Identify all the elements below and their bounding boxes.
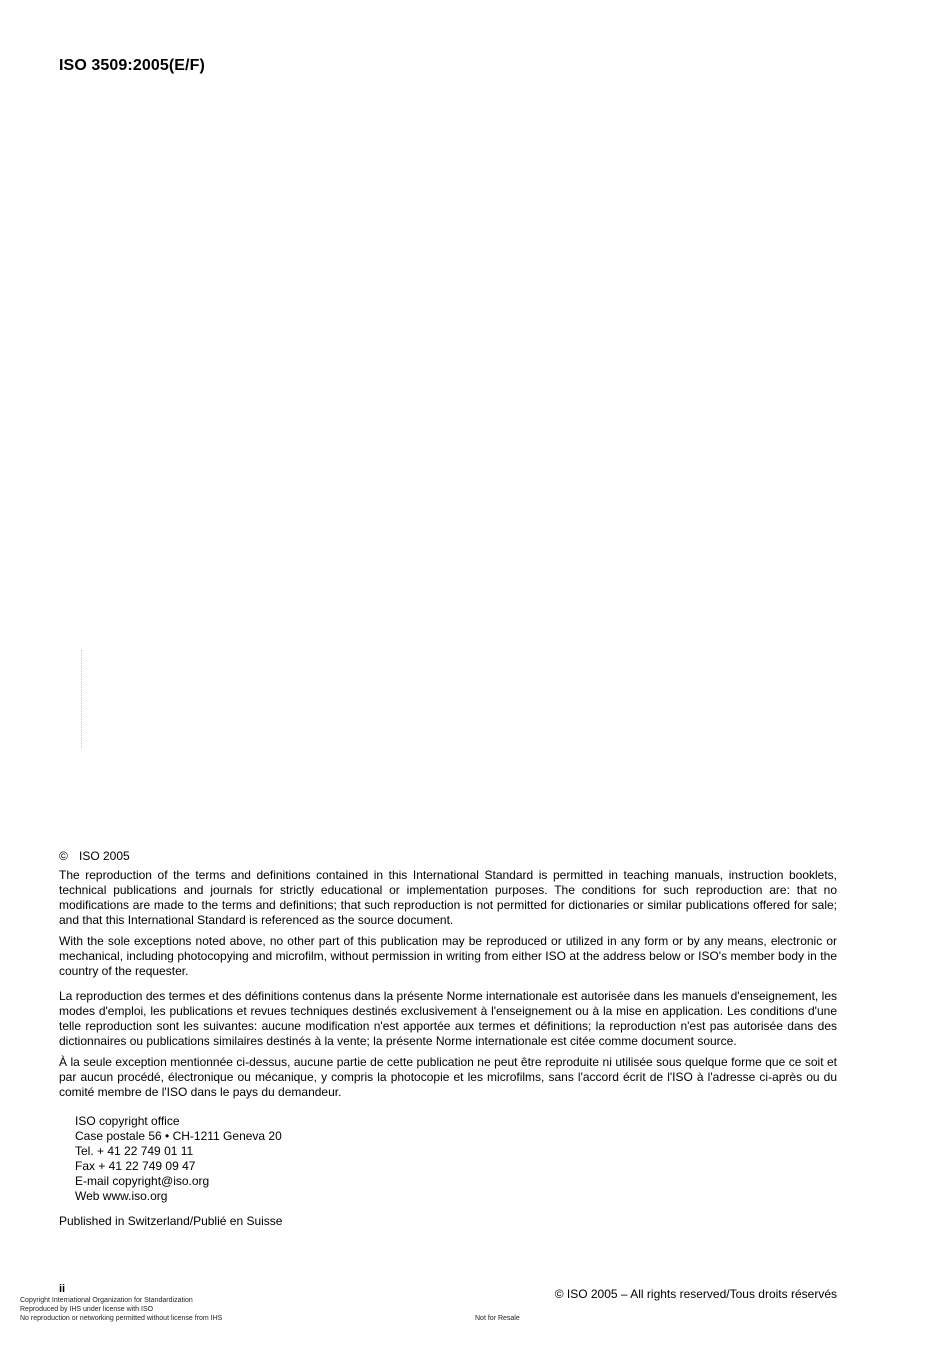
address-web[interactable]: Web www.iso.org: [75, 1189, 168, 1203]
paragraph-fr-2: À la seule exception mentionnée ci-dessus, aucune partie de cette publication ne peut être reproduite ni utilisée sous quelque forme que ce soit et par aucun procédé, électronique ou mécanique, y compris la photocopie et les microfilms, sans l'accord écrit de l'ISO à l'adresse ci-après ou du comité membre de l'ISO dans le pays du demandeur.: [59, 1055, 837, 1099]
address-office: ISO copyright office: [75, 1114, 180, 1128]
address-fax: Fax + 41 22 749 09 47: [75, 1159, 196, 1173]
license-notice: [20, 1296, 222, 1323]
address-email[interactable]: E-mail copyright@iso.org: [75, 1174, 210, 1188]
copyright-office-address: [75, 1114, 837, 1204]
document-title: ISO 3509:2005(E/F): [59, 57, 205, 74]
copyright-heading: [59, 849, 837, 864]
license-line: Copyright International Organization for Standardization: [20, 1297, 193, 1304]
copyright-symbol: ©: [59, 849, 68, 863]
paragraph-en-1: The reproduction of the terms and definitions contained in this International Standard is permitted in teaching manuals, instruction booklets, technical publications and journals for strictly educational or implementation purposes. The conditions for such reproduction are: that no modifications are made to the terms and definitions; that such reproduction is not permitted for dictionaries or similar publications offered for sale; and that this International Standard is referenced as the source document.: [59, 868, 837, 927]
license-line: No reproduction or networking permitted without license from IHS: [20, 1315, 223, 1322]
license-line: Reproduced by IHS under license with ISO: [20, 1306, 154, 1313]
copyright-notice: [59, 849, 837, 1229]
address-postal: Case postale 56 • CH-1211 Geneva 20: [75, 1129, 282, 1143]
paragraph-fr-1: La reproduction des termes et des définitions contenus dans la présente Norme internationale est autorisée dans les manuels d'enseignement, les modes d'emploi, les publications et revues techniques destinés exclusivement à l'enseignement ou à la mise en application. Les conditions d'une telle reproduction sont les suivantes: aucune modification n'est apportée aux termes et définitions; la reproduction n'est pas autorisée dans des dictionnaires ou publications similaires destinés à la vente; la présente Norme internationale est citée comme document source.: [59, 989, 837, 1048]
not-for-resale: Not for Resale: [475, 1315, 520, 1322]
paragraph-en-2: With the sole exceptions noted above, no other part of this publication may be reproduced or utilized in any form or by any means, electronic or mechanical, including photocopying and microfilm, without permission in writing from either ISO at the address below or ISO's member body in the country of the requester.: [59, 934, 837, 978]
published-line: Published in Switzerland/Publié en Suisse: [59, 1214, 283, 1228]
copyright-year: ISO 2005: [79, 849, 130, 863]
page-number: ii: [59, 1283, 66, 1295]
address-tel: Tel. + 41 22 749 01 11: [75, 1144, 194, 1158]
footer-rights: © ISO 2005 – All rights reserved/Tous droits réservés: [554, 1287, 837, 1301]
margin-marks: [81, 650, 86, 748]
